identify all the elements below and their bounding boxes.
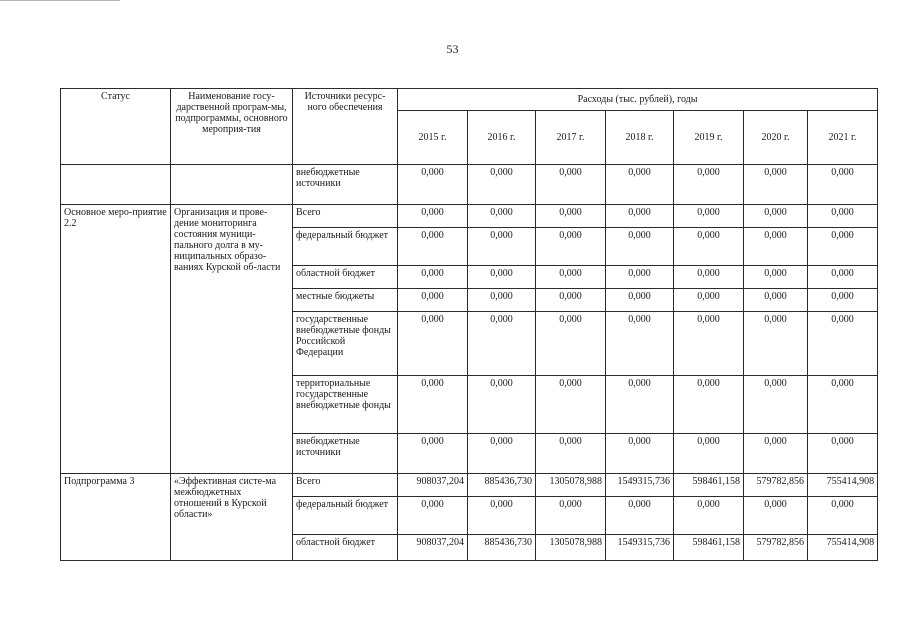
- header-name: Наименование госу-дарственной програм-мы, подпрограммы, основного мероприя-тия: [171, 89, 293, 165]
- value-cell: 0,000: [606, 205, 674, 228]
- value-cell: 0,000: [398, 312, 468, 376]
- value-cell: 579782,856: [744, 535, 808, 561]
- value-cell: 885436,730: [468, 474, 536, 497]
- value-cell: 0,000: [808, 376, 878, 434]
- value-cell: 0,000: [744, 289, 808, 312]
- table-row: [61, 474, 878, 497]
- value-cell: 0,000: [674, 497, 744, 535]
- source-cell: внебюджетные источники: [293, 434, 398, 474]
- value-cell: 908037,204: [398, 535, 468, 561]
- value-cell: 0,000: [744, 312, 808, 376]
- table-row: [61, 205, 878, 228]
- value-cell: 0,000: [606, 289, 674, 312]
- header-year: 2016 г.: [468, 111, 536, 165]
- status-cell: Подпрограмма 3: [61, 474, 171, 561]
- value-cell: 0,000: [536, 434, 606, 474]
- source-cell: местные бюджеты: [293, 289, 398, 312]
- value-cell: 0,000: [468, 312, 536, 376]
- value-cell: 0,000: [536, 205, 606, 228]
- source-cell: Всего: [293, 474, 398, 497]
- value-cell: 0,000: [536, 228, 606, 266]
- value-cell: 0,000: [468, 434, 536, 474]
- header-year: 2021 г.: [808, 111, 878, 165]
- name-cell: Организация и прове-дение мониторинга состояния муници-пального долга в му-ниципальных образо-ваниях Курской об-ласти: [171, 205, 293, 474]
- value-cell: 0,000: [468, 266, 536, 289]
- value-cell: 1549315,736: [606, 535, 674, 561]
- source-cell: федеральный бюджет: [293, 497, 398, 535]
- value-cell: 0,000: [606, 228, 674, 266]
- header-source: Источники ресурс-ного обеспечения: [293, 89, 398, 165]
- value-cell: 0,000: [536, 497, 606, 535]
- value-cell: 0,000: [468, 289, 536, 312]
- value-cell: 0,000: [606, 165, 674, 205]
- value-cell: 0,000: [674, 312, 744, 376]
- source-cell: Всего: [293, 205, 398, 228]
- value-cell: 0,000: [468, 376, 536, 434]
- header-year: 2017 г.: [536, 111, 606, 165]
- value-cell: 0,000: [398, 228, 468, 266]
- value-cell: 598461,158: [674, 535, 744, 561]
- value-cell: 0,000: [674, 228, 744, 266]
- value-cell: 0,000: [808, 434, 878, 474]
- value-cell: 0,000: [536, 289, 606, 312]
- top-rule: [0, 0, 120, 1]
- name-cell: [171, 165, 293, 205]
- header-expenses: Расходы (тыс. рублей), годы: [398, 89, 878, 111]
- value-cell: 0,000: [398, 497, 468, 535]
- value-cell: 0,000: [808, 228, 878, 266]
- value-cell: 0,000: [398, 376, 468, 434]
- value-cell: 0,000: [536, 376, 606, 434]
- value-cell: 0,000: [744, 434, 808, 474]
- value-cell: 755414,908: [808, 474, 878, 497]
- value-cell: 0,000: [744, 205, 808, 228]
- value-cell: 0,000: [744, 228, 808, 266]
- value-cell: 908037,204: [398, 474, 468, 497]
- header-status: Статус: [61, 89, 171, 165]
- source-cell: государственные внебюджетные фонды Российской Федерации: [293, 312, 398, 376]
- page-number: 53: [446, 42, 459, 56]
- header-year: 2015 г.: [398, 111, 468, 165]
- value-cell: 0,000: [536, 266, 606, 289]
- value-cell: 0,000: [674, 289, 744, 312]
- value-cell: 0,000: [808, 266, 878, 289]
- value-cell: 0,000: [398, 266, 468, 289]
- budget-table: [60, 88, 878, 561]
- value-cell: 1549315,736: [606, 474, 674, 497]
- value-cell: 0,000: [808, 205, 878, 228]
- value-cell: 0,000: [468, 497, 536, 535]
- source-cell: областной бюджет: [293, 266, 398, 289]
- value-cell: 0,000: [468, 165, 536, 205]
- value-cell: 0,000: [398, 205, 468, 228]
- value-cell: 0,000: [536, 165, 606, 205]
- value-cell: 0,000: [674, 376, 744, 434]
- value-cell: 0,000: [606, 312, 674, 376]
- value-cell: 598461,158: [674, 474, 744, 497]
- value-cell: 0,000: [744, 266, 808, 289]
- value-cell: 0,000: [808, 165, 878, 205]
- status-cell: Основное меро-приятие 2.2: [61, 205, 171, 474]
- value-cell: 0,000: [606, 434, 674, 474]
- value-cell: 0,000: [674, 434, 744, 474]
- value-cell: 755414,908: [808, 535, 878, 561]
- value-cell: 0,000: [744, 497, 808, 535]
- value-cell: 0,000: [674, 165, 744, 205]
- value-cell: 0,000: [674, 205, 744, 228]
- value-cell: 0,000: [808, 312, 878, 376]
- value-cell: 1305078,988: [536, 535, 606, 561]
- source-cell: областной бюджет: [293, 535, 398, 561]
- source-cell: территориальные государственные внебюджетные фонды: [293, 376, 398, 434]
- value-cell: 0,000: [398, 434, 468, 474]
- value-cell: 0,000: [468, 205, 536, 228]
- value-cell: 0,000: [744, 376, 808, 434]
- status-cell: [61, 165, 171, 205]
- header-year: 2018 г.: [606, 111, 674, 165]
- value-cell: 0,000: [606, 376, 674, 434]
- value-cell: 0,000: [808, 497, 878, 535]
- table-row: [61, 165, 878, 205]
- value-cell: 1305078,988: [536, 474, 606, 497]
- value-cell: 0,000: [744, 165, 808, 205]
- value-cell: 0,000: [536, 312, 606, 376]
- source-cell: федеральный бюджет: [293, 228, 398, 266]
- value-cell: 0,000: [398, 165, 468, 205]
- header-row-1: [61, 89, 878, 111]
- value-cell: 0,000: [468, 228, 536, 266]
- value-cell: 0,000: [606, 497, 674, 535]
- value-cell: 579782,856: [744, 474, 808, 497]
- source-cell: внебюджетные источники: [293, 165, 398, 205]
- value-cell: 885436,730: [468, 535, 536, 561]
- header-year: 2020 г.: [744, 111, 808, 165]
- header-year: 2019 г.: [674, 111, 744, 165]
- name-cell: «Эффективная систе-ма межбюджетных отношений в Курской области»: [171, 474, 293, 561]
- value-cell: 0,000: [398, 289, 468, 312]
- value-cell: 0,000: [674, 266, 744, 289]
- value-cell: 0,000: [808, 289, 878, 312]
- value-cell: 0,000: [606, 266, 674, 289]
